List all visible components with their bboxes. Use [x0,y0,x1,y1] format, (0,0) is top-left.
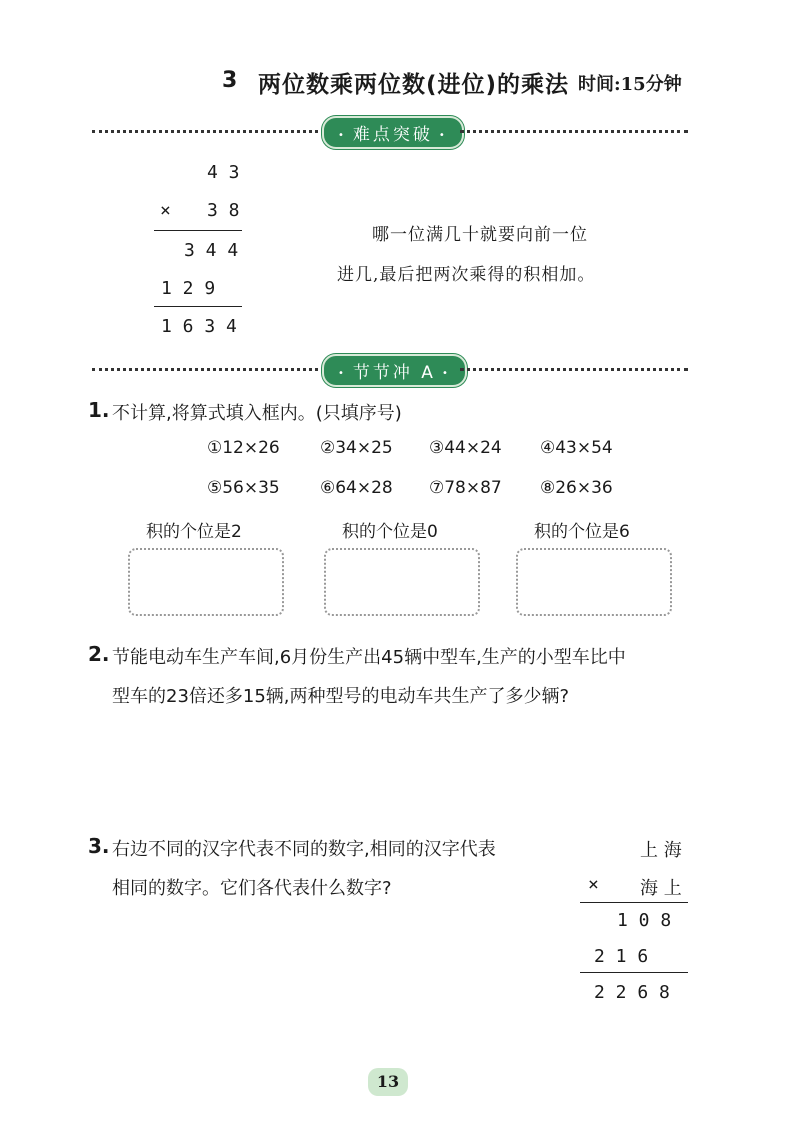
page-number: 13 [368,1068,408,1096]
multiply-sign: × [588,874,599,895]
puzzle-partial1: 1 0 8 [617,910,672,931]
answer-box-6[interactable] [516,548,672,616]
example-row2: 3 8 [207,200,240,221]
option-item: ④43×54 [540,438,613,458]
page-title: 两位数乘两位数(进位)的乘法 [258,72,570,98]
dotted-divider [92,368,318,371]
option-item: ⑥64×28 [320,478,393,498]
puzzle-row1: 上 海 [640,840,682,861]
hint-line2: 进几,最后把两次乘得的积相加。 [337,265,596,285]
section-badge-difficulty: • 难点突破 • [322,116,464,149]
option-item: ①12×26 [207,438,280,458]
multiply-sign: × [160,200,171,221]
puzzle-result: 2 2 6 8 [594,982,670,1003]
box-label-2: 积的个位是2 [146,522,242,542]
question-number-1: 1. [88,398,110,422]
option-item: ⑦78×87 [429,478,502,498]
answer-box-0[interactable] [324,548,480,616]
dotted-divider [460,130,688,133]
question-number-2: 2. [88,642,110,666]
calc-line [580,902,688,903]
question-2-line1: 节能电动车生产车间,6月份生产出45辆中型车,生产的小型车比中 [112,647,626,668]
example-result: 1 6 3 4 [161,316,237,337]
answer-box-2[interactable] [128,548,284,616]
example-partial2: 1 2 9 [161,278,216,299]
question-1-prompt: 不计算,将算式填入框内。(只填序号) [112,403,402,424]
box-label-6: 积的个位是6 [534,522,630,542]
calc-line [154,230,242,231]
example-partial1: 3 4 4 [184,240,239,261]
question-number-3: 3. [88,834,110,858]
option-item: ②34×25 [320,438,393,458]
calc-line [580,972,688,973]
box-label-0: 积的个位是0 [342,522,438,542]
hint-line1: 哪一位满几十就要向前一位 [372,225,588,245]
dotted-divider [92,130,318,133]
question-3-line2: 相同的数字。它们各代表什么数字? [112,878,392,899]
option-item: ③44×24 [429,438,502,458]
calc-line [154,306,242,307]
time-label: 时间:15分钟 [578,74,682,95]
dotted-divider [460,368,688,371]
question-3-line1: 右边不同的汉字代表不同的数字,相同的汉字代表 [112,839,496,860]
puzzle-row2: 海 上 [640,878,682,899]
section-badge-practice: • 节节冲 A • [322,354,467,387]
question-2-line2: 型车的23倍还多15辆,两种型号的电动车共生产了多少辆? [112,686,570,707]
example-row1: 4 3 [207,162,240,183]
option-item: ⑤56×35 [207,478,280,498]
section-number: 3 [222,68,238,93]
option-item: ⑧26×36 [540,478,613,498]
puzzle-partial2: 2 1 6 [594,946,649,967]
